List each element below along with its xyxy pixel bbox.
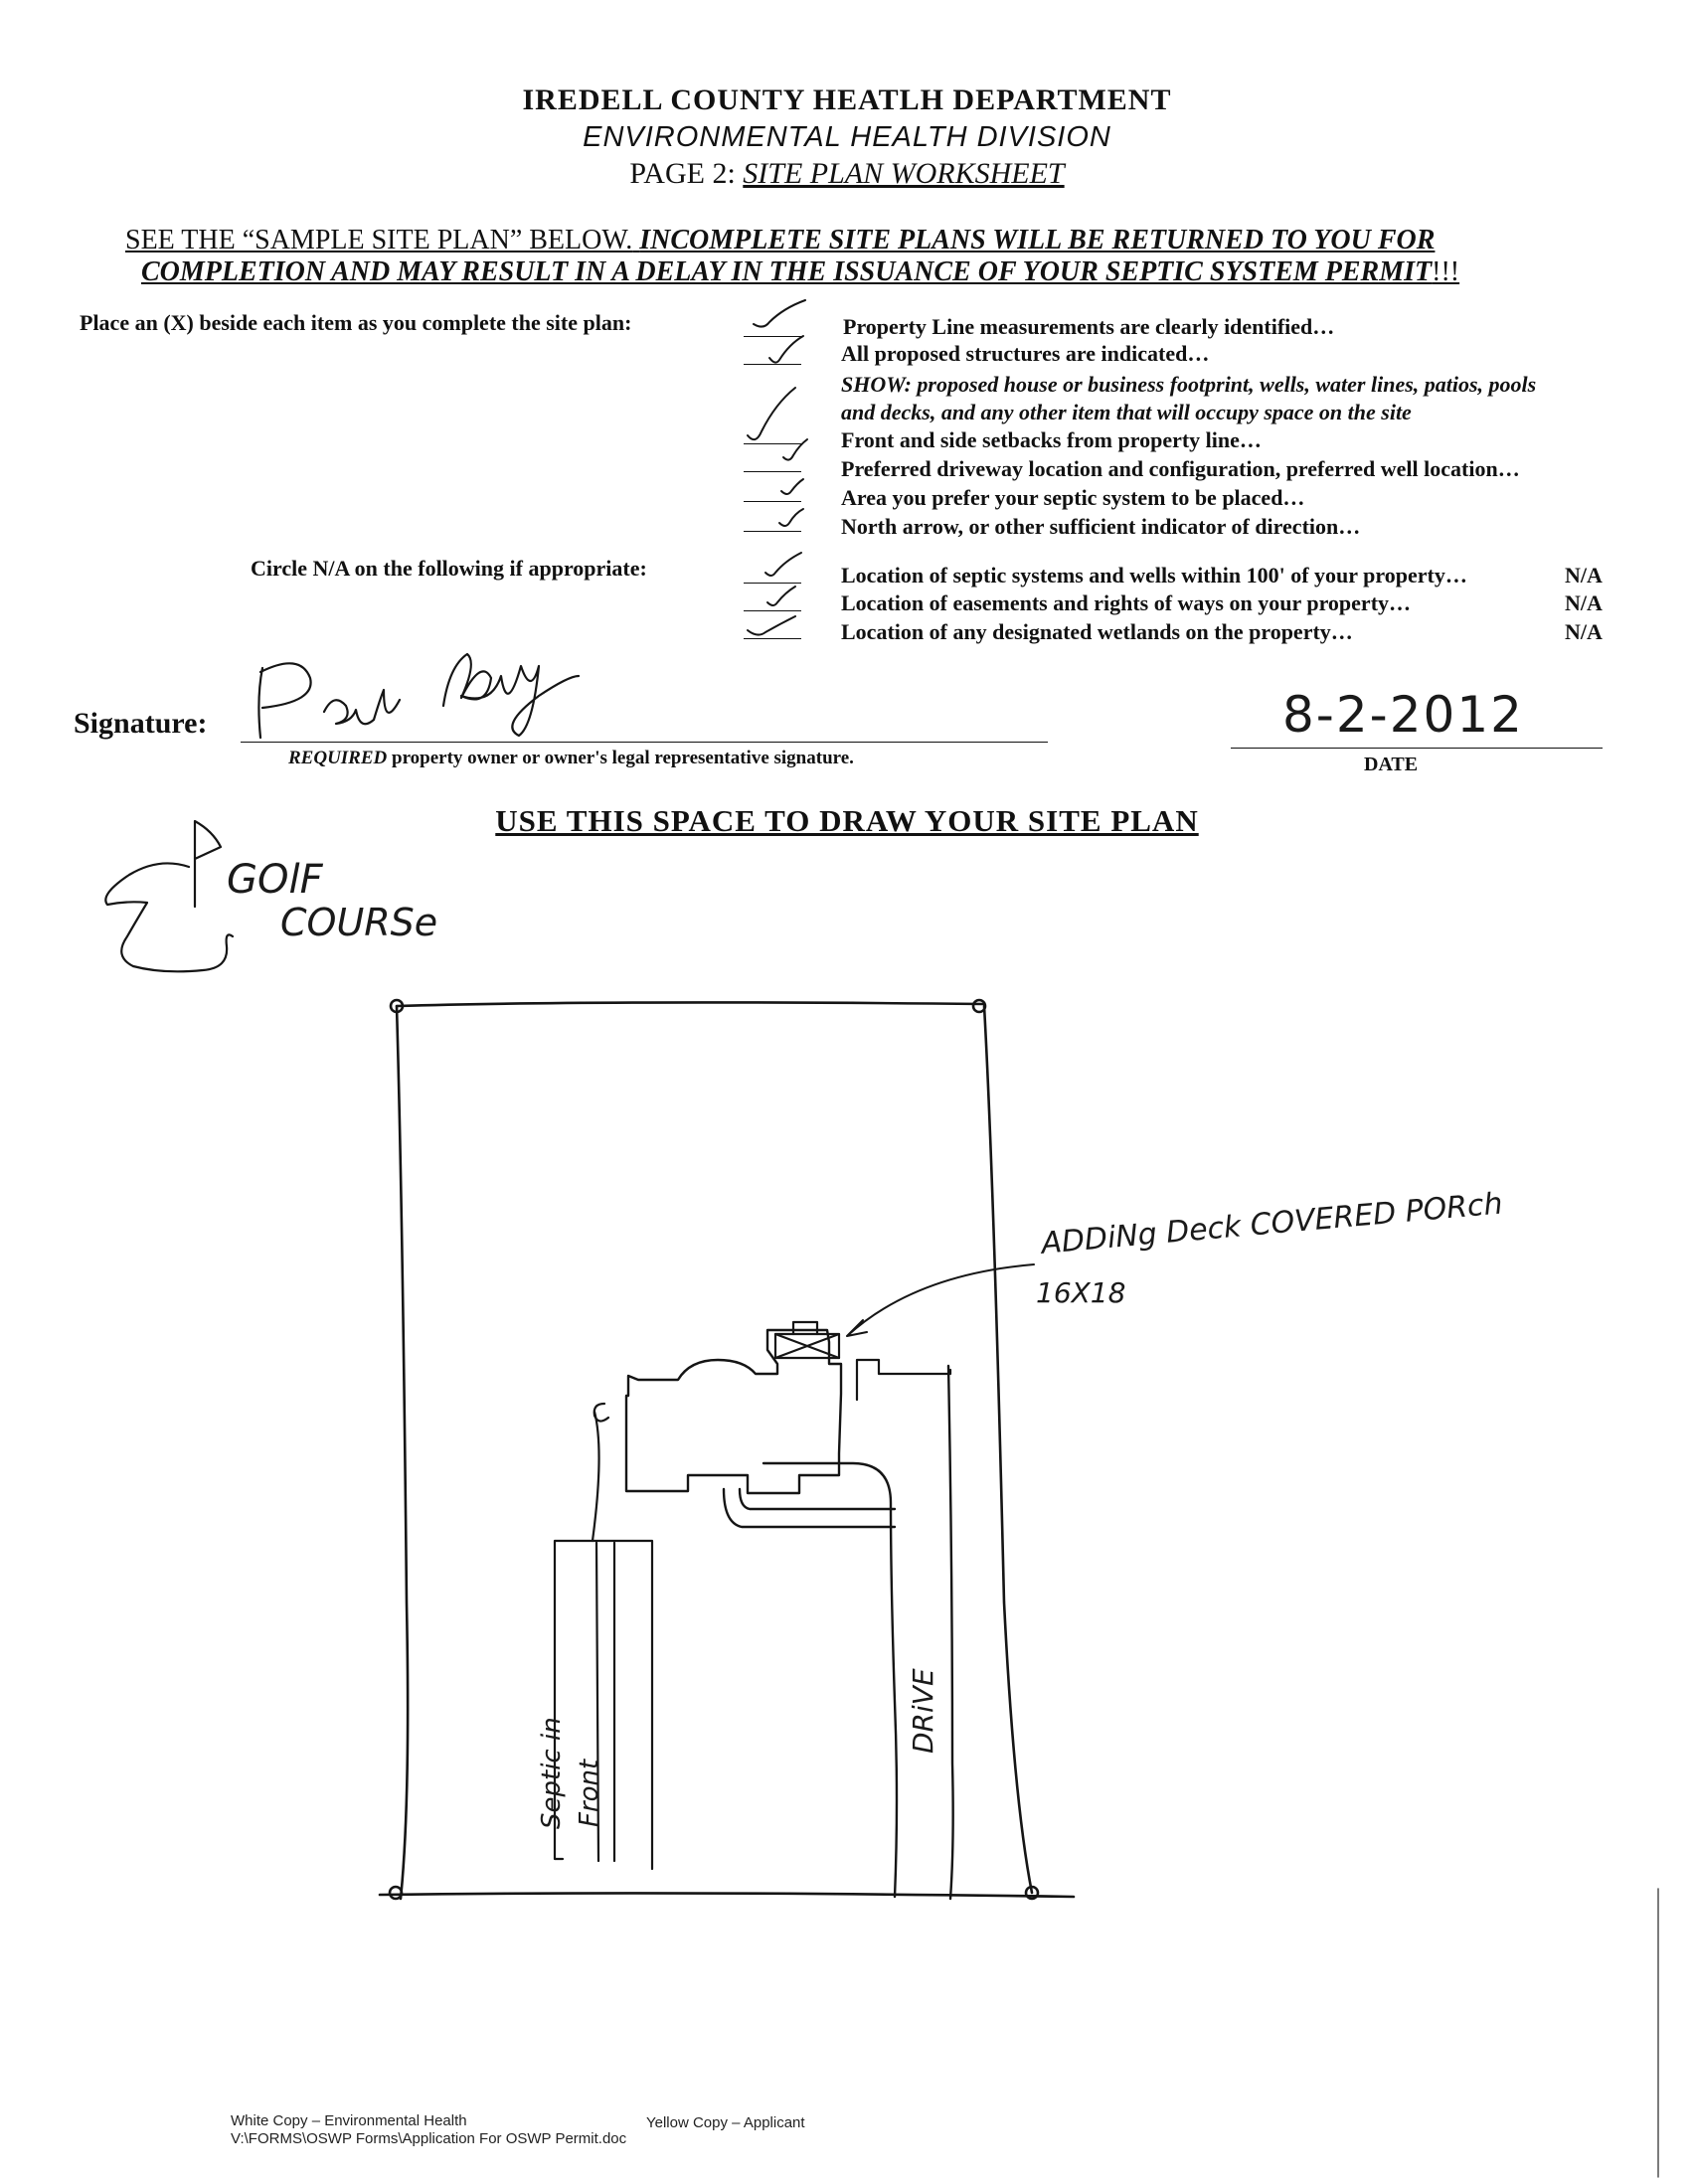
checklist-item-1: Property Line measurements are clearly identified…: [843, 314, 1335, 339]
na-item-1: Location of septic systems and wells within 100' of your property…: [841, 563, 1467, 588]
na-circle-option-3[interactable]: N/A: [1565, 619, 1603, 644]
checklist-item-3a: SHOW: proposed house or business footprint, wells, water lines, patios, pools: [841, 372, 1537, 397]
site-plan-heading: USE THIS SPACE TO DRAW YOUR SITE PLAN: [495, 803, 1199, 838]
footer-file-path: V:\FORMS\OSWP Forms\Application For OSWP Permit.doc: [231, 2130, 627, 2147]
deck-annotation-arrow: [847, 1264, 1034, 1336]
na-circle-option-2[interactable]: N/A: [1565, 590, 1603, 615]
check-mark-2: [769, 336, 803, 363]
property-line-right: [984, 1006, 1032, 1893]
date-label: DATE: [1364, 754, 1419, 775]
notice-plain: SEE THE “SAMPLE SITE PLAN” BELOW.: [125, 225, 633, 255]
na-item-2: Location of easements and rights of ways on your property…: [841, 590, 1412, 615]
check-mark-4: [783, 439, 807, 460]
north-arrow-icon: [195, 821, 221, 907]
property-line-top: [397, 1002, 983, 1006]
check-mark-1: [754, 300, 805, 327]
golf-annotation-2: COURSe: [280, 901, 438, 944]
check-mark-3: [748, 388, 795, 439]
handwritten-date: 8-2-2012: [1282, 686, 1524, 744]
side-extension: [857, 1360, 950, 1400]
check-marks: [748, 300, 807, 635]
na-instruction: Circle N/A on the following if appropriate:: [251, 556, 647, 581]
signature-caption-rest: property owner or owner's legal representative signature.: [392, 748, 854, 768]
septic-annotation-1: Septic in: [537, 1717, 567, 1829]
page-prefix: PAGE 2:: [629, 157, 736, 190]
footer-yellow-copy: Yellow Copy – Applicant: [646, 2114, 805, 2131]
checklist-item-5: Preferred driveway location and configuration, preferred well location…: [841, 456, 1520, 481]
check-mark-9: [748, 616, 795, 635]
checklist-item-6: Area you prefer your septic system to be placed…: [841, 485, 1305, 510]
north-arrow-sketch: [105, 821, 233, 971]
septic-feed-line: [593, 1412, 599, 1541]
deck-annotation: ADDiNg Deck COVERED PORch: [1040, 1186, 1504, 1261]
golf-course-outline: [105, 863, 233, 971]
na-circle-option-1[interactable]: N/A: [1565, 563, 1603, 588]
deck-size-annotation: 16X18: [1036, 1276, 1126, 1309]
check-mark-8: [767, 587, 795, 605]
notice-end: !!!: [1432, 256, 1460, 287]
page-title: SITE PLAN WORKSHEET: [743, 157, 1065, 190]
notice-italic-1: INCOMPLETE SITE PLANS WILL BE RETURNED TO YOU FOR: [639, 225, 1436, 255]
check-mark-7: [765, 553, 801, 576]
property-line-left: [397, 1006, 408, 1899]
footer-white-copy: White Copy – Environmental Health: [231, 2112, 467, 2129]
notice-italic-2: COMPLETION AND MAY RESULT IN A DELAY IN THE ISSUANCE OF YOUR SEPTIC SYSTEM PERMIT: [141, 256, 1433, 287]
check-mark-6: [779, 509, 803, 526]
checklist-item-4: Front and side setbacks from property line…: [841, 427, 1262, 452]
drive-line-right: [948, 1366, 953, 1899]
checklist-instruction: Place an (X) beside each item as you complete the site plan:: [80, 310, 632, 335]
signature-label: Signature:: [74, 707, 208, 740]
golf-annotation-1: GOlF: [227, 857, 323, 903]
property-line-bottom: [380, 1893, 1074, 1897]
property-boundary: [380, 1000, 1074, 1899]
checklist-item-7: North arrow, or other sufficient indicator of direction…: [841, 514, 1361, 539]
signature-scribble: [258, 654, 579, 738]
drive-line-left: [763, 1463, 897, 1897]
na-item-3: Location of any designated wetlands on the property…: [841, 619, 1353, 644]
department-title: IREDELL COUNTY HEATLH DEPARTMENT: [522, 84, 1172, 116]
checklist-item-2: All proposed structures are indicated…: [841, 341, 1210, 366]
checklist-item-3b: and decks, and any other item that will occupy space on the site: [841, 400, 1412, 424]
deck-steps: [793, 1322, 817, 1334]
signature-required: REQUIRED: [288, 748, 388, 768]
corner-marker-sw: [390, 1887, 402, 1899]
division-title: ENVIRONMENTAL HEALTH DIVISION: [583, 121, 1111, 153]
drive-annotation: DRiVE: [907, 1668, 939, 1754]
house-footprint: [626, 1330, 841, 1493]
septic-annotation-2: Front: [575, 1759, 604, 1827]
check-mark-5: [781, 479, 803, 494]
